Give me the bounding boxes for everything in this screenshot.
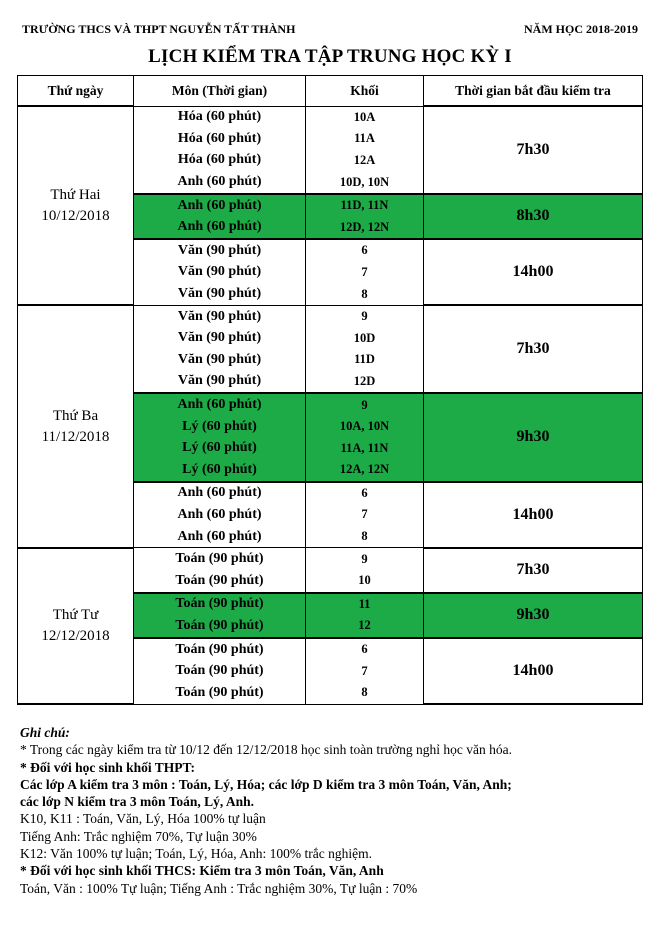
subject-cell: Lý (60 phút)	[134, 437, 306, 459]
start-time-cell: 14h00	[424, 638, 643, 704]
note-line: Tiếng Anh: Trắc nghiệm 70%, Tự luận 30%	[20, 828, 257, 844]
grade-cell: 10D, 10N	[306, 171, 424, 194]
table-row	[18, 106, 643, 128]
school-name: TRƯỜNG THCS VÀ THPT NGUYỄN TẤT THÀNH	[22, 22, 296, 36]
grade-cell: 8	[306, 283, 424, 305]
subject-cell: Toán (90 phút)	[134, 548, 306, 570]
day-date: 11/12/2018	[41, 428, 110, 445]
table-body	[18, 106, 643, 704]
note-line: K10, K11 : Toán, Văn, Lý, Hóa 100% tự luận	[20, 811, 266, 827]
grade-cell: 11D	[306, 349, 424, 371]
start-time-cell: 14h00	[424, 482, 643, 548]
day-date: 10/12/2018	[41, 207, 110, 224]
subject-cell: Toán (90 phút)	[134, 593, 306, 616]
day-cell	[18, 106, 134, 305]
grade-cell: 12D, 12N	[306, 216, 424, 239]
day-name: Thứ Tư	[52, 606, 99, 623]
start-time-cell: 7h30	[424, 106, 643, 194]
grade-cell: 12	[306, 615, 424, 638]
grade-cell: 6	[306, 482, 424, 505]
note-line: * Đối với học sinh khối THPT:	[20, 759, 196, 775]
grade-cell: 12A, 12N	[306, 459, 424, 482]
start-time-cell: 9h30	[424, 593, 643, 638]
subject-cell: Anh (60 phút)	[134, 526, 306, 548]
subject-cell: Văn (90 phút)	[134, 305, 306, 327]
subject-cell: Toán (90 phút)	[134, 682, 306, 704]
subject-cell: Anh (60 phút)	[134, 482, 306, 505]
header-day: Thứ ngày	[18, 76, 134, 107]
day-name: Thứ Ba	[52, 407, 99, 424]
start-time-cell: 9h30	[424, 393, 643, 481]
header-subject: Môn (Thời gian)	[134, 76, 306, 107]
grade-cell: 11	[306, 593, 424, 616]
start-time-cell: 7h30	[424, 548, 643, 593]
subject-cell: Anh (60 phút)	[134, 216, 306, 239]
grade-cell: 6	[306, 638, 424, 661]
notes-section	[20, 724, 650, 897]
subject-cell: Hóa (60 phút)	[134, 150, 306, 172]
grade-cell: 7	[306, 660, 424, 682]
day-cell	[18, 548, 134, 704]
subject-cell: Văn (90 phút)	[134, 371, 306, 394]
notes-heading: Ghi chú:	[20, 725, 70, 740]
grade-cell: 10A	[306, 106, 424, 128]
subject-cell: Anh (60 phút)	[134, 171, 306, 194]
note-line: Toán, Văn : 100% Tự luận; Tiếng Anh : Trắc nghiệm 30%, Tự luận : 70%	[20, 880, 418, 896]
table-row	[18, 548, 643, 570]
page-title: LỊCH KIỂM TRA TẬP TRUNG HỌC KỲ I	[148, 46, 512, 67]
subject-cell: Toán (90 phút)	[134, 570, 306, 593]
exam-schedule-table	[17, 75, 643, 705]
note-line: các lớp N kiểm tra 3 môn Toán, Lý, Anh.	[20, 794, 255, 810]
start-time-cell: 8h30	[424, 194, 643, 239]
subject-cell: Lý (60 phút)	[134, 459, 306, 482]
grade-cell: 8	[306, 682, 424, 704]
subject-cell: Hóa (60 phút)	[134, 128, 306, 150]
grade-cell: 10	[306, 570, 424, 593]
table-header-row	[18, 76, 643, 107]
subject-cell: Anh (60 phút)	[134, 194, 306, 217]
subject-cell: Văn (90 phút)	[134, 262, 306, 284]
subject-cell: Anh (60 phút)	[134, 504, 306, 526]
grade-cell: 11A	[306, 128, 424, 150]
table-row	[18, 305, 643, 327]
header-start-time: Thời gian bắt đầu kiểm tra	[424, 76, 643, 107]
grade-cell: 9	[306, 548, 424, 570]
subject-cell: Toán (90 phút)	[134, 638, 306, 661]
subject-cell: Anh (60 phút)	[134, 393, 306, 416]
grade-cell: 12A	[306, 150, 424, 172]
note-line: K12: Văn 100% tự luận; Toán, Lý, Hóa, Anh: 100% trắc nghiệm.	[20, 846, 372, 862]
grade-cell: 8	[306, 526, 424, 548]
start-time-cell: 14h00	[424, 239, 643, 305]
grade-cell: 9	[306, 305, 424, 327]
grade-cell: 11D, 11N	[306, 194, 424, 217]
subject-cell: Hóa (60 phút)	[134, 106, 306, 128]
subject-cell: Văn (90 phút)	[134, 327, 306, 349]
header-grade: Khối	[306, 76, 424, 107]
subject-cell: Văn (90 phút)	[134, 239, 306, 262]
start-time-cell: 7h30	[424, 305, 643, 393]
grade-cell: 10D	[306, 327, 424, 349]
school-year: NĂM HỌC 2018-2019	[524, 22, 638, 36]
grade-cell: 6	[306, 239, 424, 262]
subject-cell: Lý (60 phút)	[134, 416, 306, 438]
grade-cell: 10A, 10N	[306, 416, 424, 438]
day-name: Thứ Hai	[50, 186, 101, 203]
day-cell	[18, 305, 134, 548]
subject-cell: Văn (90 phút)	[134, 283, 306, 305]
subject-cell: Văn (90 phút)	[134, 349, 306, 371]
subject-cell: Toán (90 phút)	[134, 615, 306, 638]
grade-cell: 12D	[306, 371, 424, 394]
grade-cell: 7	[306, 262, 424, 284]
subject-cell: Toán (90 phút)	[134, 660, 306, 682]
grade-cell: 7	[306, 504, 424, 526]
note-line: * Đối với học sinh khối THCS: Kiểm tra 3 môn Toán, Văn, Anh	[20, 863, 384, 879]
day-date: 12/12/2018	[41, 627, 110, 644]
grade-cell: 11A, 11N	[306, 437, 424, 459]
note-line: Các lớp A kiểm tra 3 môn : Toán, Lý, Hóa; các lớp D kiểm tra 3 môn Toán, Văn, Anh;	[20, 776, 512, 792]
note-line: * Trong các ngày kiểm tra từ 10/12 đến 12/12/2018 học sinh toàn trường nghỉ học văn hóa.	[20, 742, 512, 758]
grade-cell: 9	[306, 393, 424, 416]
